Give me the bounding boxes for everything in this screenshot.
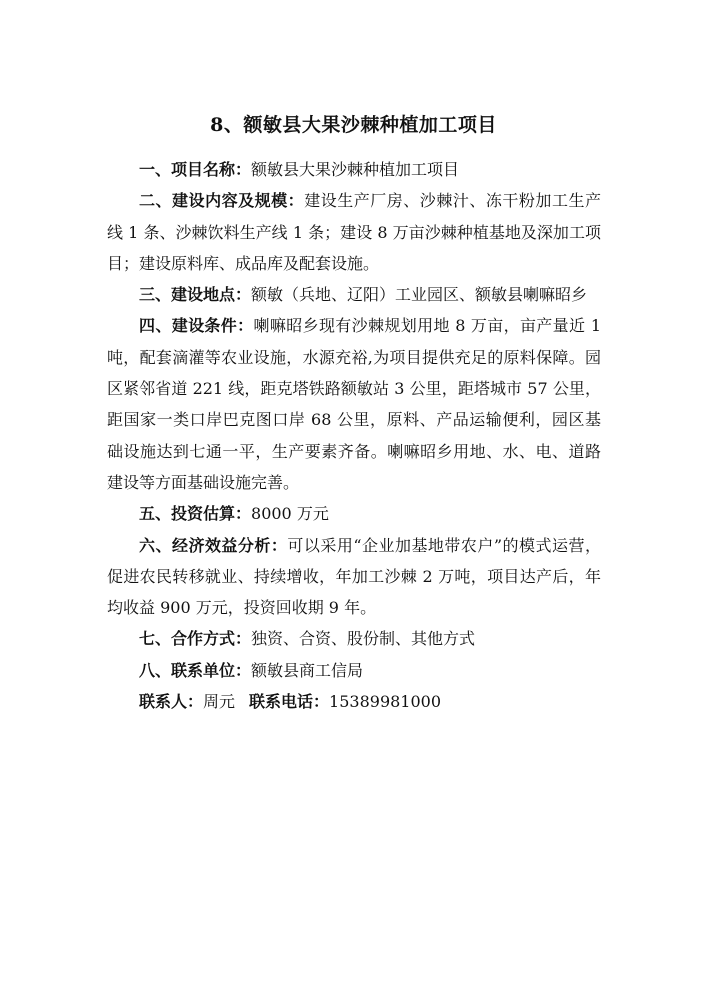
section-project-name	[107, 154, 601, 185]
section-label: 三、建设地点：	[139, 285, 252, 305]
section-label: 七、合作方式：	[139, 629, 252, 649]
section-label: 二、建设内容及规模：	[139, 191, 305, 211]
section-label: 一、项目名称：	[139, 160, 252, 179]
section-location	[107, 279, 601, 310]
section-text: 喇嘛昭乡现有沙棘规划用地 8 万亩，亩产量近 1 吨，配套滴灌等农业设施，水源充裕,为项目提供充足的原料保障。园区紧邻省道 221 线，距克塔铁路额敏站 3 公里，距塔城市 57 公里，距国家一类口岸巴克图口岸 68 公里，原料、产品运输便利，园区基础设施达到七通一平，生产要素齐备。喇嘛昭乡用地、水、电、道路建设等方面基础设施完善。	[107, 316, 601, 492]
section-label: 八、联系单位：	[139, 660, 252, 680]
section-label: 五、投资估算：	[139, 504, 252, 524]
section-text: 建设生产厂房、沙棘汁、冻干粉加工生产线 1 条、沙棘饮料生产线 1 条；建设 8 万亩沙棘种植基地及深加工项目；建设原料库、成品库及配套设施。	[107, 191, 601, 273]
section-text: 额敏（兵地、辽阳）工业园区、额敏县喇嘛昭乡	[251, 285, 588, 305]
section-text: 可以采用“企业加基地带农户”的模式运营，促进农民转移就业、持续增收，年加工沙棘 2 万吨，项目达产后，年均收益 900 万元，投资回收期 9 年。	[107, 535, 601, 618]
section-text: 额敏县商工信局	[251, 660, 364, 680]
section-text: 独资、合资、股份制、其他方式	[251, 629, 476, 649]
section-text: 额敏县大果沙棘种植加工项目	[251, 160, 460, 179]
contact-phone: 15389981000	[329, 692, 442, 712]
document-title: 8、额敏县大果沙棘种植加工项目	[210, 114, 497, 136]
contact-line	[107, 686, 601, 717]
section-label: 六、经济效益分析：	[139, 535, 288, 555]
section-conditions	[107, 310, 601, 498]
section-cooperation	[107, 623, 601, 654]
section-label: 四、建设条件：	[139, 316, 254, 336]
section-investment	[107, 498, 601, 529]
section-construction-scope	[107, 185, 601, 279]
section-text: 8000 万元	[251, 504, 329, 524]
contact-person-label: 联系人：	[139, 692, 204, 712]
contact-phone-label: 联系电话：	[249, 692, 330, 712]
section-contact-unit	[107, 655, 601, 686]
document-body	[107, 154, 601, 717]
section-economic-analysis	[107, 530, 601, 624]
contact-person: 周元	[203, 692, 236, 712]
